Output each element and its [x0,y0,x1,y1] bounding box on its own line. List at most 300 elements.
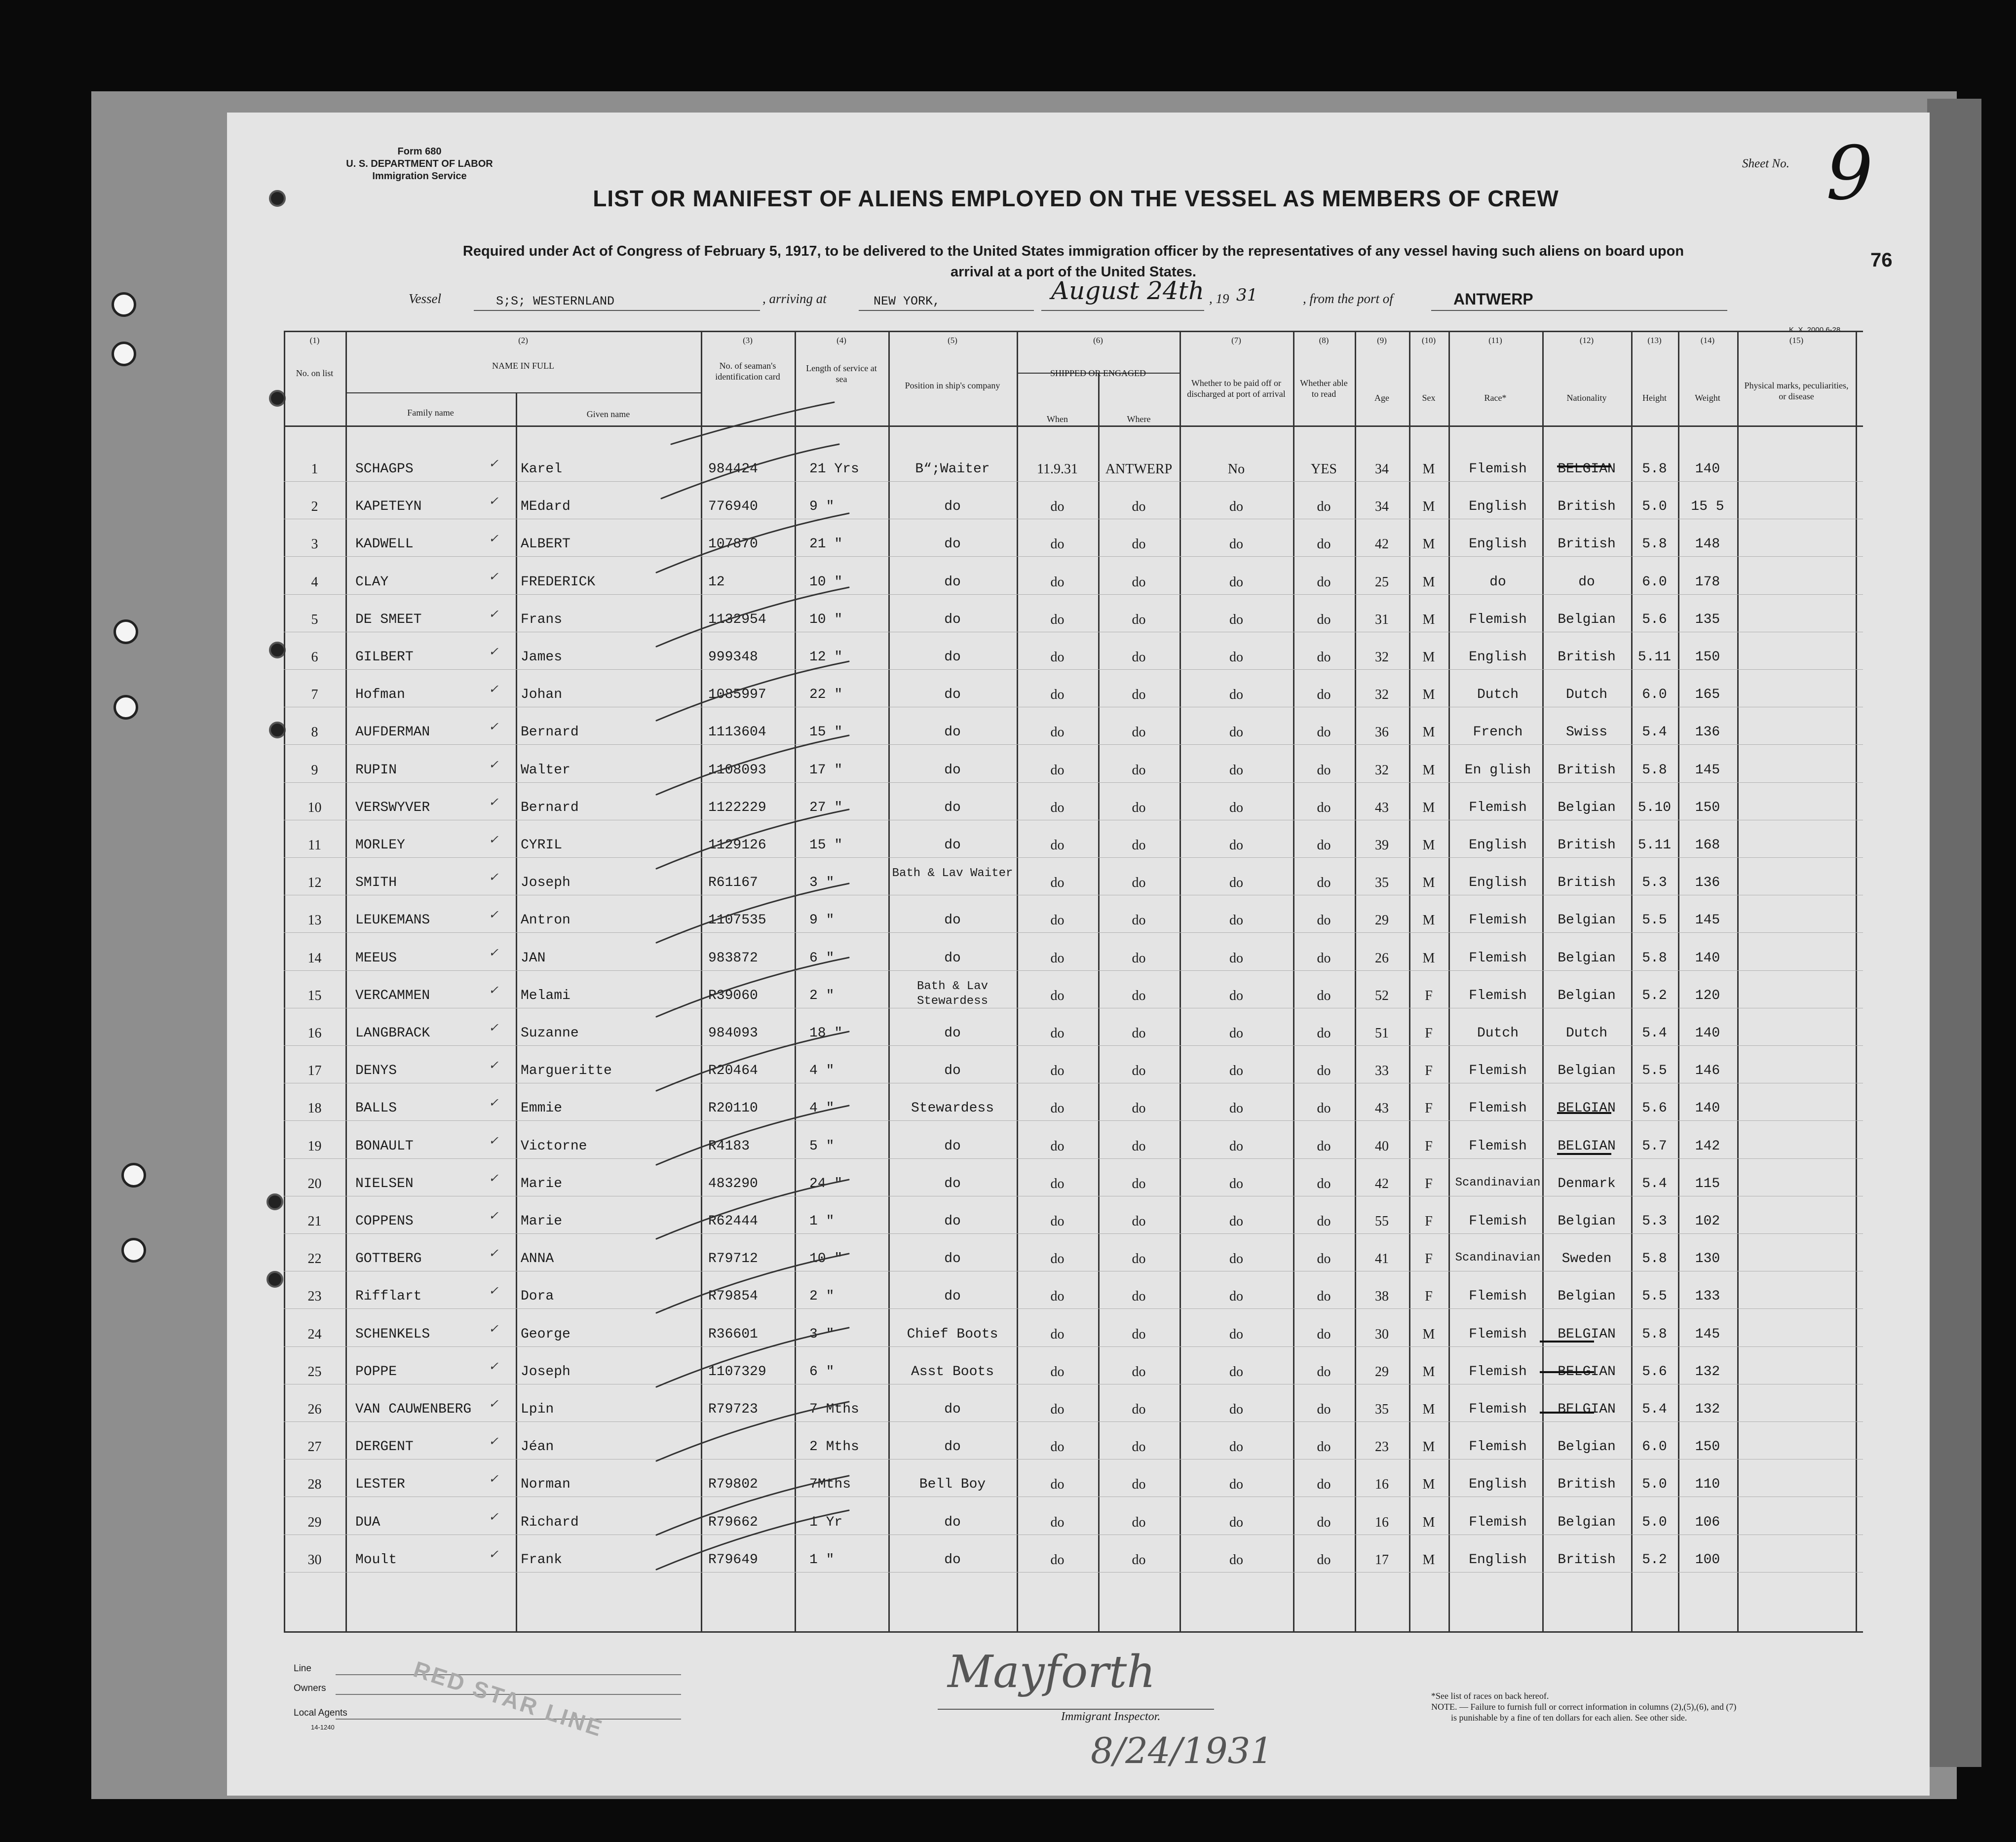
height: 5.2 [1642,988,1667,1003]
sex: M [1422,1364,1435,1380]
able-to-read: do [1317,1402,1331,1417]
sex: M [1422,1552,1435,1568]
shipped-where: do [1132,988,1146,1003]
nationality-strikethroughs [1540,466,1611,1413]
service-length: 2 " [809,988,835,1003]
ship-position: do [944,1289,961,1304]
colnum-5: (5) [948,336,957,345]
able-to-read: do [1317,687,1331,702]
nationality: Swiss [1565,725,1607,740]
sex: M [1422,612,1435,627]
height: 5.5 [1642,1289,1667,1304]
shipped-when: do [1050,1214,1065,1229]
check-mark-icon: ✓ [489,758,499,771]
sex: M [1422,1327,1435,1342]
age: 42 [1375,537,1389,552]
id-card: 1107329 [708,1364,766,1380]
row-number: 25 [307,1364,322,1380]
sex: M [1422,499,1435,514]
family-name: MORLEY [355,838,405,853]
agents-code: 14-1240 [311,1724,335,1731]
shipped-when: do [1050,951,1065,966]
header-sex: Sex [1422,393,1436,403]
family-name: DUA [355,1515,380,1530]
shipped-when: do [1050,800,1065,815]
row-number: 26 [307,1402,322,1417]
sex: F [1425,1139,1433,1154]
service-length: 1 " [809,1552,835,1568]
given-name: Suzanne [521,1026,579,1041]
nationality: British [1558,875,1616,890]
service-length: 7 Mths [809,1402,859,1417]
family-name: RUPIN [355,763,397,778]
shipped-when: do [1050,875,1065,890]
ship-position: do [944,687,961,702]
sex: M [1422,461,1435,477]
id-card: 984424 [708,461,758,477]
row-number: 17 [307,1063,322,1078]
id-card: 1132954 [708,612,766,627]
race: Flemish [1469,988,1527,1003]
nationality: Belgian [1558,1289,1616,1304]
family-name: Rifflart [355,1289,422,1304]
ship-position: do [944,913,961,928]
given-name: Norman [521,1477,571,1492]
id-card: R20110 [708,1101,758,1116]
sex: M [1422,763,1435,778]
shipped-when: do [1050,725,1065,740]
shipped-when: do [1050,612,1065,627]
family-name: SCHAGPS [355,461,414,477]
shipped-where: do [1132,1552,1146,1568]
height: 5.6 [1642,1364,1667,1380]
age: 31 [1375,612,1389,627]
shipped-where: do [1132,838,1146,853]
row-number: 3 [311,537,318,552]
age: 43 [1375,800,1389,815]
row-number: 29 [307,1515,322,1530]
age: 29 [1375,913,1389,928]
sex: F [1425,1251,1433,1266]
footer-note [1431,1690,1787,1723]
service-length: 3 " [809,875,835,890]
age: 17 [1375,1552,1389,1568]
weight: 146 [1695,1063,1720,1078]
weight: 130 [1695,1251,1720,1266]
shipped-when: 11.9.31 [1037,461,1078,477]
given-name: Antron [521,913,571,928]
row-number: 9 [311,763,318,778]
shipped-when: do [1050,838,1065,853]
weight: 115 [1695,1176,1720,1191]
nationality: Belgian [1558,1063,1616,1078]
age: 25 [1375,575,1389,590]
shipped-where: do [1132,1139,1146,1154]
from-label: , from the port of [1303,291,1393,306]
race: Flemish [1469,1439,1527,1455]
able-to-read: do [1317,1214,1331,1229]
header-weight: Weight [1695,393,1720,403]
able-to-read: do [1317,913,1331,928]
able-to-read: do [1317,1176,1331,1191]
shipped-when: do [1050,1139,1065,1154]
check-mark-icon: ✓ [489,682,499,696]
age: 39 [1375,838,1389,853]
able-to-read: do [1317,612,1331,627]
shipped-when: do [1050,575,1065,590]
arrival-port: NEW YORK, [874,294,941,308]
id-card: 1107535 [708,913,766,928]
ship-position: do [944,612,961,627]
shipped-where: do [1132,499,1146,514]
check-mark-icon: ✓ [489,1397,499,1411]
age: 26 [1375,951,1389,966]
race: English [1469,1477,1527,1492]
nationality: British [1558,1477,1616,1492]
sex: M [1422,537,1435,552]
given-name: Emmie [521,1101,563,1116]
row-number: 5 [311,612,318,627]
colnum-2: (2) [518,336,528,345]
header-no: No. on list [296,368,334,378]
row-number: 1 [311,461,318,477]
paid-off: do [1229,800,1243,815]
owners-label: Owners [294,1683,326,1693]
age: 40 [1375,1139,1389,1154]
weight: 132 [1695,1402,1720,1417]
row-number: 19 [307,1139,322,1154]
shipped-where: do [1132,725,1146,740]
service-length: 3 " [809,1327,835,1342]
check-mark-icon: ✓ [489,1434,499,1448]
able-to-read: do [1317,763,1331,778]
family-name: AUFDERMAN [355,725,430,740]
ship-position: Bath & Lav Stewardess [916,980,989,1008]
shipped-when: do [1050,913,1065,928]
weight: 140 [1695,461,1720,477]
family-name: KADWELL [355,537,414,552]
nationality: Belgian [1558,1515,1616,1530]
id-card: 483290 [708,1176,758,1191]
shipped-when: do [1050,1063,1065,1078]
nationality: British [1558,763,1616,778]
inspector-label: Immigrant Inspector. [1061,1710,1161,1723]
given-name: Bernard [521,800,579,815]
id-card: R20464 [708,1063,758,1078]
subtitle-line-1: Required under Act of Congress of February 5, 1917, to be delivered to the United States immigration officer by the representatives of any vessel having such aliens on board upon [462,243,1684,259]
height: 5.10 [1637,800,1672,815]
weight: 106 [1695,1515,1720,1530]
shipped-where: do [1132,1026,1146,1041]
service-length: 4 " [809,1063,835,1078]
row-number: 2 [311,499,318,514]
age: 30 [1375,1327,1389,1342]
race: Flemish [1469,1214,1527,1229]
shipped-when: do [1050,1515,1065,1530]
service-length: 10 " [809,612,843,627]
nationality: Belgian [1558,800,1616,815]
weight: 178 [1695,575,1720,590]
race: Flemish [1469,913,1527,928]
sex: F [1425,988,1433,1003]
year-suffix: 31 [1236,285,1258,305]
nationality: British [1558,838,1616,853]
ship-position: do [944,575,961,590]
id-card: 1129126 [708,838,766,853]
check-mark-icon: ✓ [489,870,499,884]
weight: 140 [1695,1026,1720,1041]
paid-off: do [1229,1439,1243,1455]
able-to-read: do [1317,951,1331,966]
age: 34 [1375,461,1389,477]
paid-off: do [1229,763,1243,778]
weight: 145 [1695,1327,1720,1342]
header-read: Whether able to read [1300,378,1348,399]
given-name: ALBERT [521,537,571,552]
family-name: LESTER [355,1477,405,1492]
given-name: JAN [521,951,546,966]
shipped-where: do [1132,1214,1146,1229]
race: En glish [1464,763,1531,778]
sex: M [1422,650,1435,665]
ship-position: do [944,951,961,966]
sex: M [1422,1477,1435,1492]
age: 32 [1375,650,1389,665]
subtitle-line-2: arrival at a port of the United States. [951,264,1196,280]
weight: 110 [1695,1477,1720,1492]
ship-position: do [944,1026,961,1041]
able-to-read: do [1317,1063,1331,1078]
nationality: do [1578,575,1595,590]
age: 41 [1375,1251,1389,1266]
sex: M [1422,1402,1435,1417]
shipped-where: do [1132,875,1146,890]
height: 5.11 [1637,650,1672,665]
ship-position: do [944,1251,961,1266]
row-number: 12 [307,875,322,890]
service-length: 21 " [809,537,843,552]
service-length: 6 " [809,951,835,966]
paid-off: do [1229,1063,1243,1078]
family-name: DE SMEET [355,612,422,627]
row-number: 4 [311,575,318,590]
id-card: 999348 [708,650,758,665]
check-mark-icon: ✓ [489,607,499,621]
weight: 140 [1695,1101,1720,1116]
race: Flemish [1469,1515,1527,1530]
id-card: R79802 [708,1477,758,1492]
age: 29 [1375,1364,1389,1380]
family-name: GOTTBERG [355,1251,422,1266]
shipped-where: do [1132,1289,1146,1304]
able-to-read: do [1317,1251,1331,1266]
row-number: 22 [307,1251,322,1266]
paid-off: do [1229,1176,1243,1191]
given-name: George [521,1327,571,1342]
row-number: 24 [307,1327,322,1342]
ship-position: do [944,1552,961,1568]
paid-off: do [1229,1515,1243,1530]
given-name: Bernard [521,725,579,740]
row-number: 20 [307,1176,322,1191]
height: 5.8 [1642,763,1667,778]
colnum-3: (3) [743,336,753,345]
paid-off: do [1229,1327,1243,1342]
given-name: Marie [521,1176,563,1191]
id-card: R79854 [708,1289,758,1304]
given-name: CYRIL [521,838,563,853]
shipped-when: do [1050,1364,1065,1380]
sex: F [1425,1214,1433,1229]
weight: 142 [1695,1139,1720,1154]
race: Flemish [1469,1063,1527,1078]
paid-off: do [1229,1139,1243,1154]
check-mark-icon: ✓ [489,720,499,733]
race: Dutch [1477,687,1519,702]
given-name: Joseph [521,1364,571,1380]
height: 5.0 [1642,1515,1667,1530]
row-number: 11 [308,838,321,853]
height: 6.0 [1642,687,1667,702]
header-position: Position in ship's company [905,381,1000,390]
row-number: 13 [307,913,322,928]
service-length: 1 Yr [809,1515,843,1530]
check-mark-icon: ✓ [489,946,499,959]
ship-position: Asst Boots [911,1364,994,1380]
paid-off: do [1229,1214,1243,1229]
given-name: Walter [521,763,571,778]
ship-position: Bath & Lav Waiter [892,867,1013,880]
shipped-when: do [1050,1477,1065,1492]
check-mark-icon: ✓ [489,1209,499,1223]
row-number: 21 [307,1214,322,1229]
shipped-when: do [1050,1402,1065,1417]
departure-port: ANTWERP [1453,290,1533,308]
weight: 150 [1695,800,1720,815]
age: 23 [1375,1439,1389,1455]
id-card: 1085997 [708,687,766,702]
colnum-10: (10) [1421,336,1436,345]
check-mark-icon: ✓ [489,833,499,846]
paid-off: No [1227,461,1245,477]
able-to-read: do [1317,838,1331,853]
check-mark-icon: ✓ [489,494,499,508]
shipped-where: do [1132,913,1146,928]
nationality: BELGIAN [1558,1402,1616,1417]
able-to-read: do [1317,1026,1331,1041]
height: 5.4 [1642,1026,1667,1041]
service-length: 10 " [809,1251,843,1266]
check-mark-icon: ✓ [489,1472,499,1486]
check-mark-icon: ✓ [489,983,499,997]
family-name: VAN CAUWENBERG [355,1402,472,1417]
family-name: SMITH [355,875,397,890]
nationality: Belgian [1558,988,1616,1003]
shipped-where: do [1132,1402,1146,1417]
paid-off: do [1229,1289,1243,1304]
age: 52 [1375,988,1389,1003]
ship-position: do [944,499,961,514]
check-mark-icon: ✓ [489,795,499,809]
given-name: Lpin [521,1402,554,1417]
age: 35 [1375,875,1389,890]
family-name: GILBERT [355,650,414,665]
age: 43 [1375,1101,1389,1116]
given-name: Joseph [521,875,571,890]
colnum-4: (4) [837,336,846,345]
family-name: NIELSEN [355,1176,414,1191]
service-length: 5 " [809,1139,835,1154]
paid-off: do [1229,725,1243,740]
id-card: R36601 [708,1327,758,1342]
header-shipped: SHIPPED OR ENGAGED [1050,368,1146,378]
header-height: Height [1642,393,1667,403]
height: 5.6 [1642,1101,1667,1116]
check-mark-icon: ✓ [489,1246,499,1260]
ship-position: B“;Waiter [915,461,990,477]
service-length: 17 " [809,763,843,778]
family-name: DERGENT [355,1439,414,1455]
shipped-where: do [1132,612,1146,627]
family-name: LEUKEMANS [355,913,430,928]
height: 5.11 [1637,838,1672,853]
family-name: BALLS [355,1101,397,1116]
shipped-where: ANTWERP [1105,461,1173,477]
nationality: British [1558,650,1616,665]
family-name: DENYS [355,1063,397,1078]
able-to-read: do [1317,575,1331,590]
nationality: Belgian [1558,913,1616,928]
service: Immigration Service [372,171,467,182]
shipped-when: do [1050,499,1065,514]
race: English [1469,537,1527,552]
service-length: 10 " [809,575,843,590]
header-marks: Physical marks, peculiarities, or disease [1744,381,1849,401]
sheet-label: Sheet No. [1742,157,1789,170]
note-races: *See list of races on back hereof. [1431,1691,1549,1701]
able-to-read: do [1317,875,1331,890]
weight: 136 [1695,725,1720,740]
shipped-where: do [1132,1515,1146,1530]
paid-off: do [1229,951,1243,966]
shipped-where: do [1132,1063,1146,1078]
agents-label: Local Agents [294,1708,347,1718]
age: 33 [1375,1063,1389,1078]
paid-off: do [1229,1251,1243,1266]
given-name: ANNA [521,1251,554,1266]
given-name: Frans [521,612,563,627]
ship-position: do [944,838,961,853]
form-number: Form 680 [397,146,442,157]
nationality: Belgian [1558,1214,1616,1229]
id-card: 983872 [708,951,758,966]
shipped-where: do [1132,1477,1146,1492]
race: English [1469,875,1527,890]
paid-off: do [1229,650,1243,665]
race: Flemish [1469,1101,1527,1116]
weight: 132 [1695,1364,1720,1380]
paid-off: do [1229,988,1243,1003]
ship-position: Stewardess [911,1101,994,1116]
shipped-where: do [1132,687,1146,702]
service-length: 15 " [809,725,843,740]
id-card: R79712 [708,1251,758,1266]
service-length: 22 " [809,687,843,702]
vessel-label: Vessel [409,291,441,306]
colnum-6: (6) [1093,336,1103,345]
paid-off: do [1229,913,1243,928]
family-name: Hofman [355,687,405,702]
